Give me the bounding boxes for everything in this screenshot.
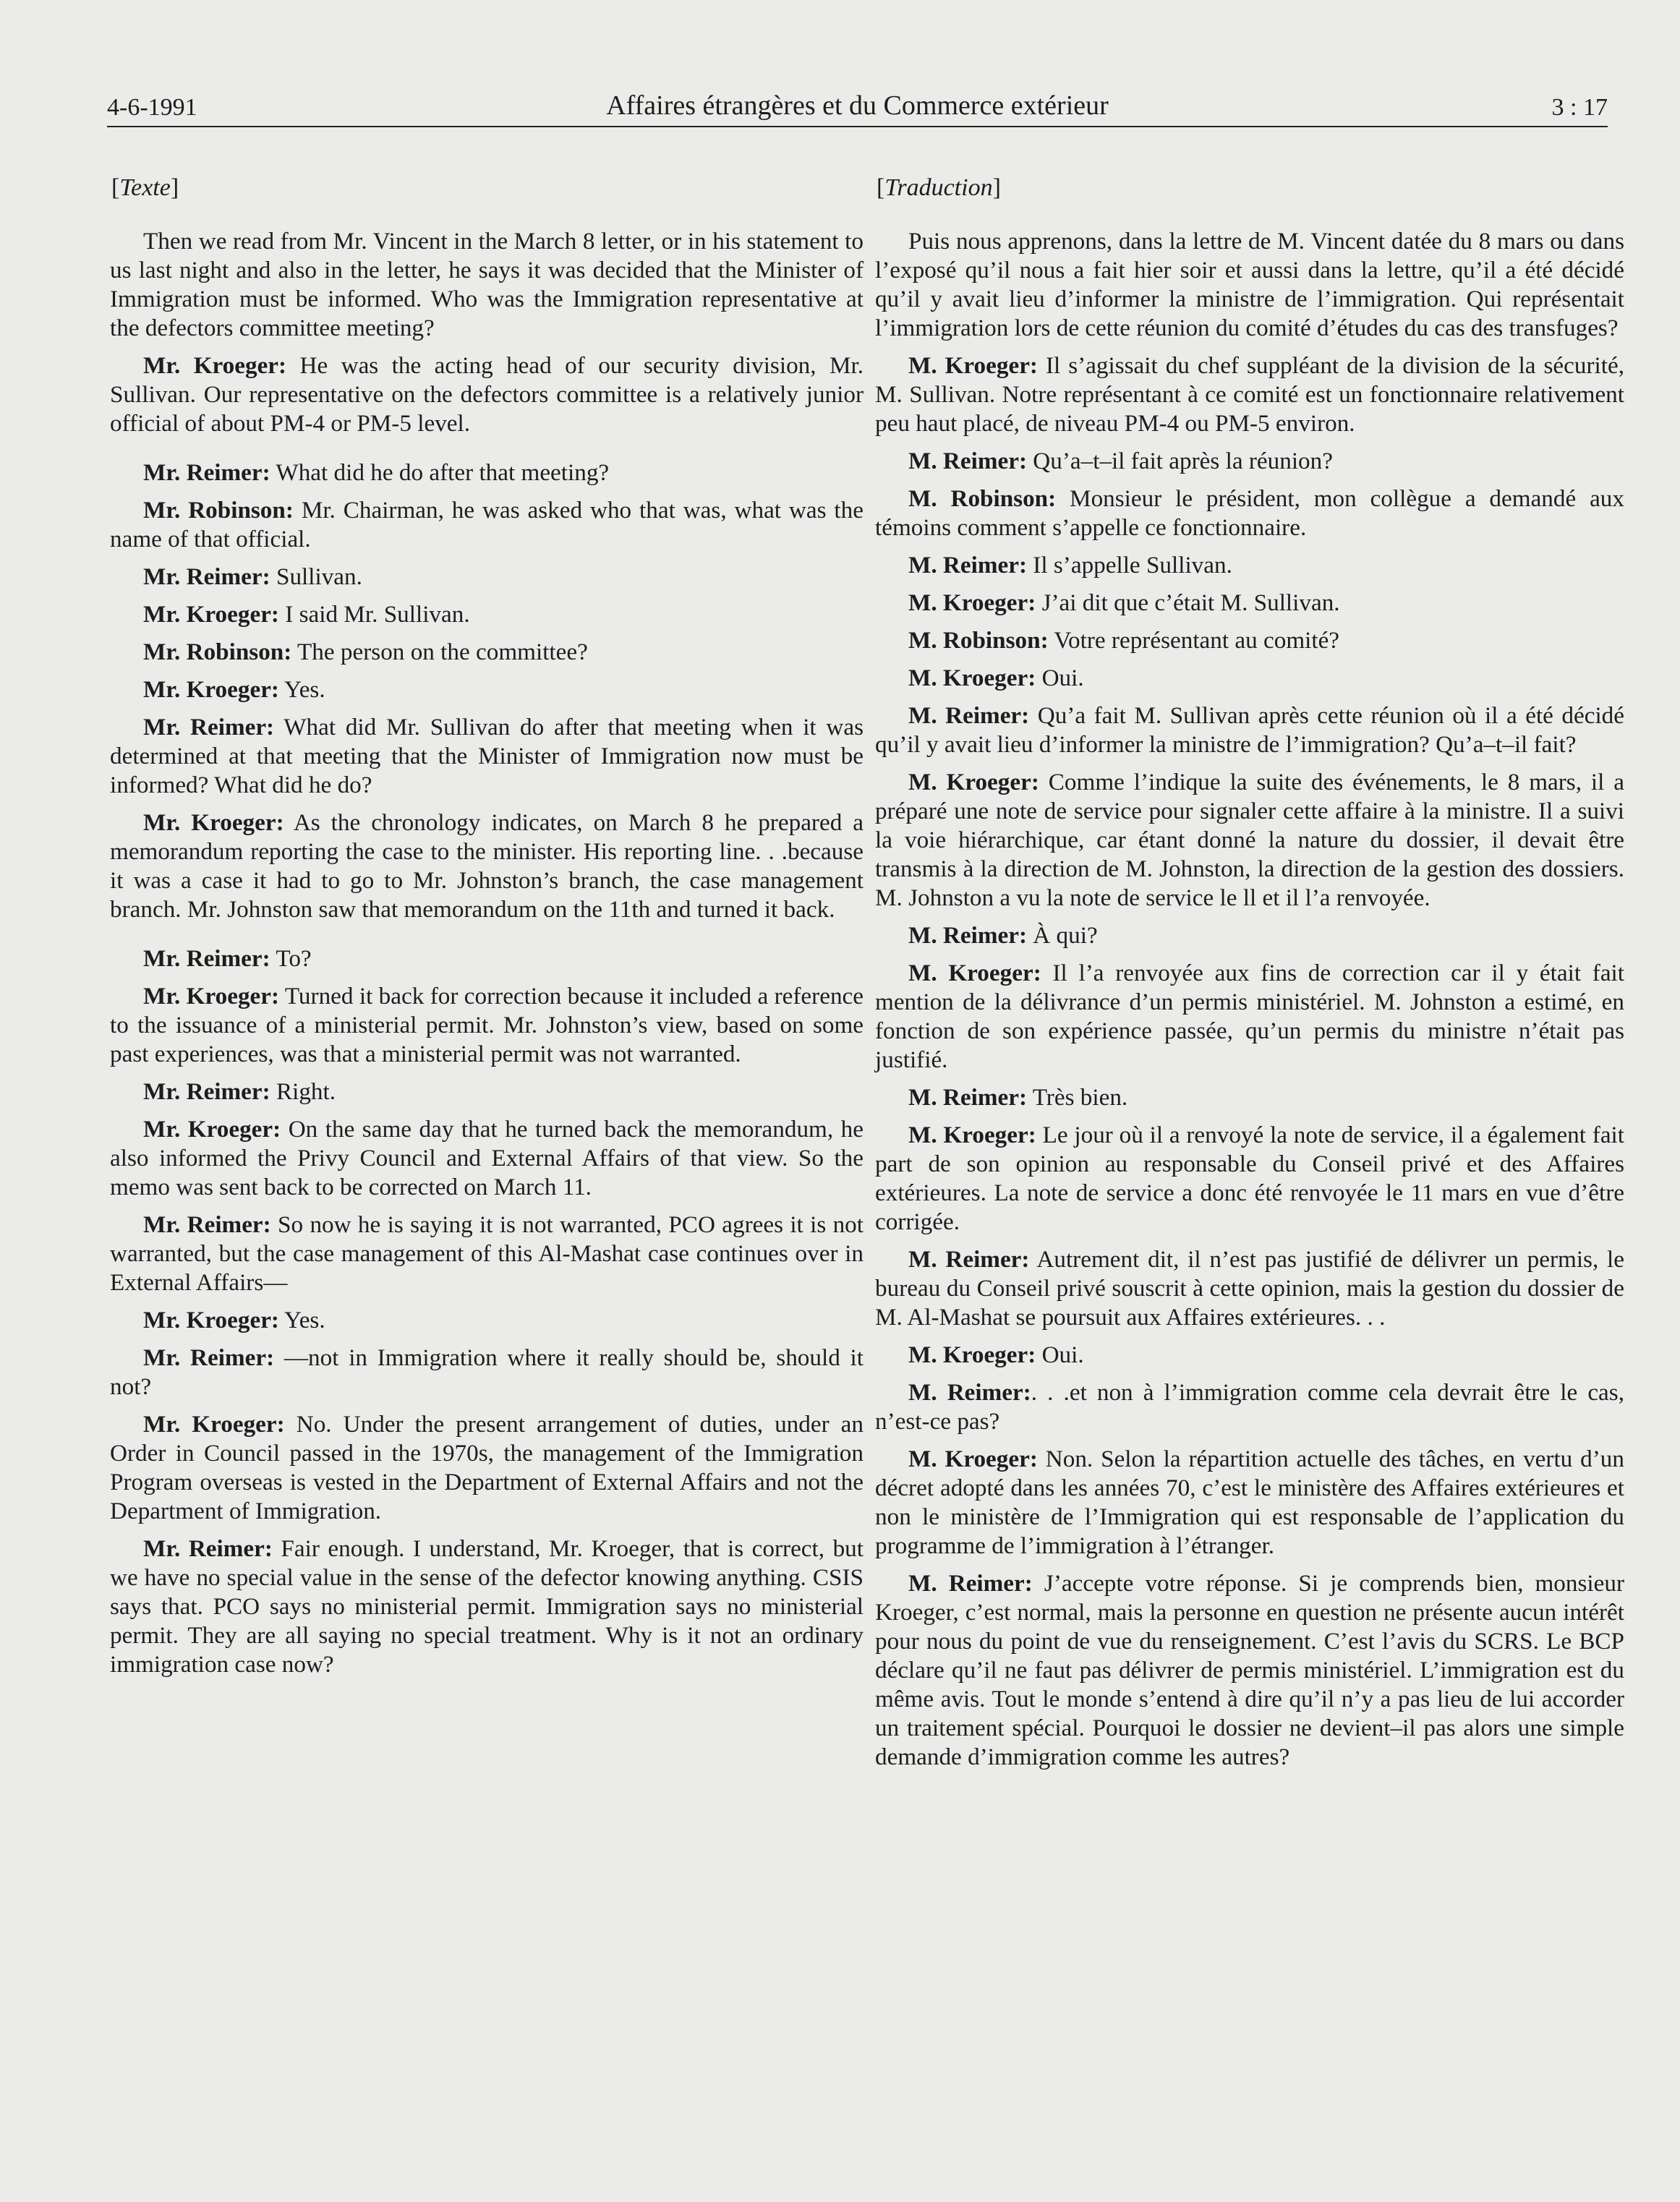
french-paragraphs bbox=[875, 227, 1624, 1772]
speaker-name: M. Reimer: bbox=[908, 552, 1027, 579]
transcript-paragraph bbox=[875, 921, 1624, 950]
paragraph-text: Qu’a–t–il fait après la réunion? bbox=[1027, 448, 1333, 474]
paragraph-text: So now he is saying it is not warranted, PCO agrees it is not warranted, but the case management of this Al-Mashat case continues over in External Affairs— bbox=[110, 1211, 864, 1296]
speaker-name: Mr. Kroeger: bbox=[143, 809, 284, 836]
speaker-name: Mr. Reimer: bbox=[143, 945, 270, 972]
paragraph-text: Puis nous apprenons, dans la lettre de M. Vincent datée du 8 mars ou dans l’exposé qu’il nous a fait hier soir et aussi dans la lettre, qu’il a été décidé qu’il y avait lieu d’informer la ministre de l’immigration. Qui représentait l’immigration lors de cette réunion du comité d’études du cas des transfuges? bbox=[875, 228, 1624, 341]
paragraph-text: Yes. bbox=[278, 1307, 325, 1333]
speaker-name: Mr. Kroeger: bbox=[143, 676, 279, 703]
transcript-paragraph bbox=[110, 1211, 864, 1297]
paragraph-text: He was the acting head of our security division, Mr. Sullivan. Our representative on the defectors committee is a relatively junior official of about PM-4 or PM-5 level. bbox=[110, 352, 864, 437]
transcript-paragraph bbox=[875, 485, 1624, 542]
paragraph-text: The person on the committee? bbox=[291, 639, 588, 665]
paragraph-text: Right. bbox=[270, 1078, 336, 1105]
transcript-paragraph bbox=[875, 227, 1624, 343]
paragraph-text: À qui? bbox=[1027, 922, 1098, 949]
transcript-paragraph bbox=[875, 1445, 1624, 1561]
paragraph-text: J’accepte votre réponse. Si je comprends bien, monsieur Kroeger, c’est normal, mais la personne en question ne présente aucun intérêt pour nous du point de vue du renseignement. C’est l’avis du SCRS. Le BCP déclare qu’il ne faut pas délivrer de permis ministériel. L’immigration est du même avis. Tout le monde s’entend à dire qu’il n’y a pas lieu de lui accorder un traitement spécial. Pourquoi le dossier ne devient–il pas alors une simple demande d’immigration comme les autres? bbox=[875, 1570, 1624, 1770]
header-page-number: 3 : 17 bbox=[1551, 94, 1608, 121]
transcript-paragraph bbox=[110, 227, 864, 343]
paragraph-text: Très bien. bbox=[1027, 1084, 1128, 1111]
transcript-paragraph bbox=[875, 959, 1624, 1075]
paragraph-text: J’ai dit que c’était M. Sullivan. bbox=[1036, 589, 1340, 616]
speaker-name: Mr. Kroeger: bbox=[143, 1411, 285, 1438]
transcript-paragraph bbox=[110, 1306, 864, 1335]
paragraph-text: Then we read from Mr. Vincent in the March 8 letter, or in his statement to us last night and also in the letter, he says it was decided that the Minister of Immigration must be informed. Who was the Immigration representative at the defectors committee meeting? bbox=[110, 228, 864, 341]
speaker-name: Mr. Reimer: bbox=[143, 714, 275, 741]
speaker-name: Mr. Reimer: bbox=[143, 1535, 273, 1562]
transcript-paragraph bbox=[110, 1344, 864, 1401]
english-column bbox=[110, 174, 864, 1699]
transcript-paragraph bbox=[110, 1410, 864, 1526]
paragraph-text: Il s’agissait du chef suppléant de la division de la sécurité, M. Sullivan. Notre représentant à ce comité est un fonctionnaire relativement peu haut placé, de niveau PM-4 ou PM-5 environ. bbox=[875, 352, 1625, 437]
speaker-name: M. Reimer: bbox=[908, 922, 1027, 949]
speaker-name: M. Kroeger: bbox=[908, 589, 1036, 616]
french-column bbox=[875, 174, 1624, 1780]
transcript-paragraph bbox=[875, 1121, 1624, 1237]
transcript-paragraph bbox=[875, 1569, 1624, 1772]
paragraph-text: Turned it back for correction because it included a reference to the issuance of a ministerial permit. Mr. Johnston’s view, based on some past experiences, was that a ministerial permit was not warranted. bbox=[110, 983, 864, 1067]
transcript-paragraph bbox=[875, 664, 1624, 693]
header-title: Affaires étrangères et du Commerce extérieur bbox=[606, 90, 1109, 121]
transcript-paragraph bbox=[875, 1341, 1624, 1370]
speaker-name: M. Reimer: bbox=[908, 1084, 1027, 1111]
transcript-paragraph bbox=[110, 600, 864, 629]
transcript-paragraph bbox=[110, 1077, 864, 1106]
transcript-paragraph bbox=[875, 768, 1624, 913]
speaker-name: M. Reimer: bbox=[908, 1379, 1031, 1406]
speaker-name: Mr. Reimer: bbox=[143, 459, 270, 486]
paragraph-text: Il l’a renvoyée aux fins de correction car il y était fait mention de la délivrance d’un permis ministériel. M. Johnston a estimé, en fonction de son expérience passée, qu’un permis du ministre n’était pas justifié. bbox=[875, 960, 1625, 1073]
speaker-name: M. Reimer: bbox=[908, 448, 1027, 474]
paragraph-text: To? bbox=[270, 945, 312, 972]
paragraph-text: Autrement dit, il n’est pas justifié de délivrer un permis, le bureau du Conseil privé souscrit à cette opinion, mais la gestion du dossier de M. Al-Mashat se poursuit aux Affaires extérieures. . . bbox=[875, 1246, 1624, 1331]
transcript-paragraph bbox=[875, 1245, 1624, 1332]
paragraph-text: As the chronology indicates, on March 8 he prepared a memorandum reporting the case to the minister. His reporting line. . .because it was a case it had to go to Mr. Johnston’s branch, the case management branch. Mr. Johnston saw that memorandum on the 11th and turned it back. bbox=[110, 809, 864, 923]
speaker-name: M. Kroeger: bbox=[908, 960, 1041, 986]
speaker-name: Mr. Kroeger: bbox=[143, 352, 287, 379]
paragraph-text: Il s’appelle Sullivan. bbox=[1027, 552, 1232, 579]
speaker-name: Mr. Kroeger: bbox=[143, 1307, 279, 1333]
paragraph-text: I said Mr. Sullivan. bbox=[278, 601, 470, 628]
speaker-name: Mr. Reimer: bbox=[143, 1078, 270, 1105]
transcript-paragraph bbox=[110, 713, 864, 800]
speaker-name: M. Kroeger: bbox=[908, 352, 1038, 379]
paragraph-text: Non. Selon la répartition actuelle des tâches, en vertu d’un décret adopté dans les années 70, c’est le ministère des Affaires extérieures et non le ministère de l’Immigration qui est responsable de l’application du programme de l’immigration à l’étranger. bbox=[875, 1446, 1624, 1559]
paragraph-text: Votre représentant au comité? bbox=[1048, 627, 1340, 654]
speaker-name: M. Reimer: bbox=[908, 1570, 1033, 1597]
speaker-name: M. Reimer: bbox=[908, 702, 1030, 729]
transcript-paragraph bbox=[110, 982, 864, 1069]
paragraph-text: Mr. Chairman, he was asked who that was, what was the name of that official. bbox=[110, 497, 864, 552]
speaker-name: Mr. Reimer: bbox=[143, 1211, 271, 1238]
paragraph-text: Sullivan. bbox=[270, 563, 362, 590]
section-label-texte: [Texte] bbox=[111, 174, 179, 201]
transcript-paragraph bbox=[110, 638, 864, 667]
section-label-traduction: [Traduction] bbox=[877, 174, 1001, 201]
english-paragraphs bbox=[110, 227, 864, 1679]
running-header bbox=[107, 81, 1608, 127]
transcript-paragraph bbox=[110, 458, 864, 487]
speaker-name: Mr. Robinson: bbox=[143, 639, 292, 665]
speaker-name: M. Kroeger: bbox=[908, 1341, 1036, 1368]
transcript-paragraph bbox=[110, 944, 864, 973]
transcript-paragraph bbox=[875, 447, 1624, 476]
transcript-paragraph bbox=[875, 1378, 1624, 1436]
speaker-name: Mr. Reimer: bbox=[143, 1344, 275, 1371]
paragraph-text: What did Mr. Sullivan do after that meeting when it was determined at that meeting that the Minister of Immigration now must be informed? What did he do? bbox=[110, 714, 864, 798]
speaker-name: Mr. Robinson: bbox=[143, 497, 294, 524]
transcript-paragraph bbox=[110, 1535, 864, 1679]
transcript-paragraph bbox=[875, 589, 1624, 618]
paragraph-text: Oui. bbox=[1036, 665, 1084, 691]
transcript-paragraph bbox=[110, 675, 864, 704]
speaker-name: Mr. Kroeger: bbox=[143, 601, 279, 628]
transcript-paragraph bbox=[875, 626, 1624, 655]
paragraph-text: Fair enough. I understand, Mr. Kroeger, that is correct, but we have no special value in the sense of the defector knowing anything. CSIS says that. PCO says no ministerial permit. Immigration says no ministerial permit. They are all saying no special treatment. Why is it not an ordinary immigration case now? bbox=[110, 1535, 864, 1678]
paragraph-text: . . .et non à l’immigration comme cela devrait être le cas, n’est-ce pas? bbox=[875, 1379, 1624, 1435]
paragraph-text: Comme l’indique la suite des événements, le 8 mars, il a préparé une note de service pour signaler cette affaire à la ministre. Il a suivi la voie hiérarchique, car étant donné la nature du dossier, il devait être transmis à la direction de M. Johnston, la direction de la gestion des dossiers. M. Johnston a vu la note de service le ll et il l’a renvoyée. bbox=[875, 769, 1624, 911]
paragraph-text: Yes. bbox=[278, 676, 325, 703]
transcript-paragraph bbox=[110, 808, 864, 924]
speaker-name: M. Kroeger: bbox=[908, 769, 1039, 795]
transcript-paragraph bbox=[110, 496, 864, 554]
paragraph-text: Monsieur le président, mon collègue a demandé aux témoins comment s’appelle ce fonctionnaire. bbox=[875, 485, 1624, 541]
speaker-name: M. Kroeger: bbox=[908, 1446, 1038, 1472]
paragraph-text: Oui. bbox=[1036, 1341, 1084, 1368]
paragraph-text: Le jour où il a renvoyé la note de service, il a également fait part de son opinion au responsable du Conseil privé et des Affaires extérieures. La note de service a donc été renvoyée le 11 mars en vue d’être corrigée. bbox=[875, 1122, 1624, 1235]
speaker-name: Mr. Reimer: bbox=[143, 563, 270, 590]
transcript-paragraph bbox=[110, 1115, 864, 1202]
paragraph-text: —not in Immigration where it really should be, should it not? bbox=[110, 1344, 864, 1400]
speaker-name: M. Kroeger: bbox=[908, 1122, 1036, 1148]
speaker-name: M. Robinson: bbox=[908, 485, 1057, 512]
transcript-paragraph bbox=[110, 351, 864, 438]
transcript-paragraph bbox=[875, 701, 1624, 759]
speaker-name: Mr. Kroeger: bbox=[143, 1116, 281, 1143]
paragraph-text: What did he do after that meeting? bbox=[270, 459, 610, 486]
speaker-name: M. Robinson: bbox=[908, 627, 1049, 654]
transcript-paragraph bbox=[875, 351, 1624, 438]
speaker-name: M. Kroeger: bbox=[908, 665, 1036, 691]
paragraph-text: No. Under the present arrangement of duties, under an Order in Council passed in the 1970s, the management of the Immigration Program overseas is vested in the Department of External Affairs and not the Department of Immigration. bbox=[110, 1411, 864, 1524]
paragraph-text: Qu’a fait M. Sullivan après cette réunion où il a été décidé qu’il y avait lieu d’informer la ministre de l’immigration? Qu’a–t–il fait? bbox=[875, 702, 1625, 758]
speaker-name: Mr. Kroeger: bbox=[143, 983, 280, 1010]
header-date: 4-6-1991 bbox=[107, 94, 197, 121]
paragraph-text: On the same day that he turned back the memorandum, he also informed the Privy Council and External Affairs of that view. So the memo was sent back to be corrected on March 11. bbox=[110, 1116, 864, 1200]
transcript-paragraph bbox=[875, 1083, 1624, 1112]
speaker-name: M. Reimer: bbox=[908, 1246, 1030, 1273]
transcript-paragraph bbox=[110, 563, 864, 592]
transcript-paragraph bbox=[875, 551, 1624, 580]
